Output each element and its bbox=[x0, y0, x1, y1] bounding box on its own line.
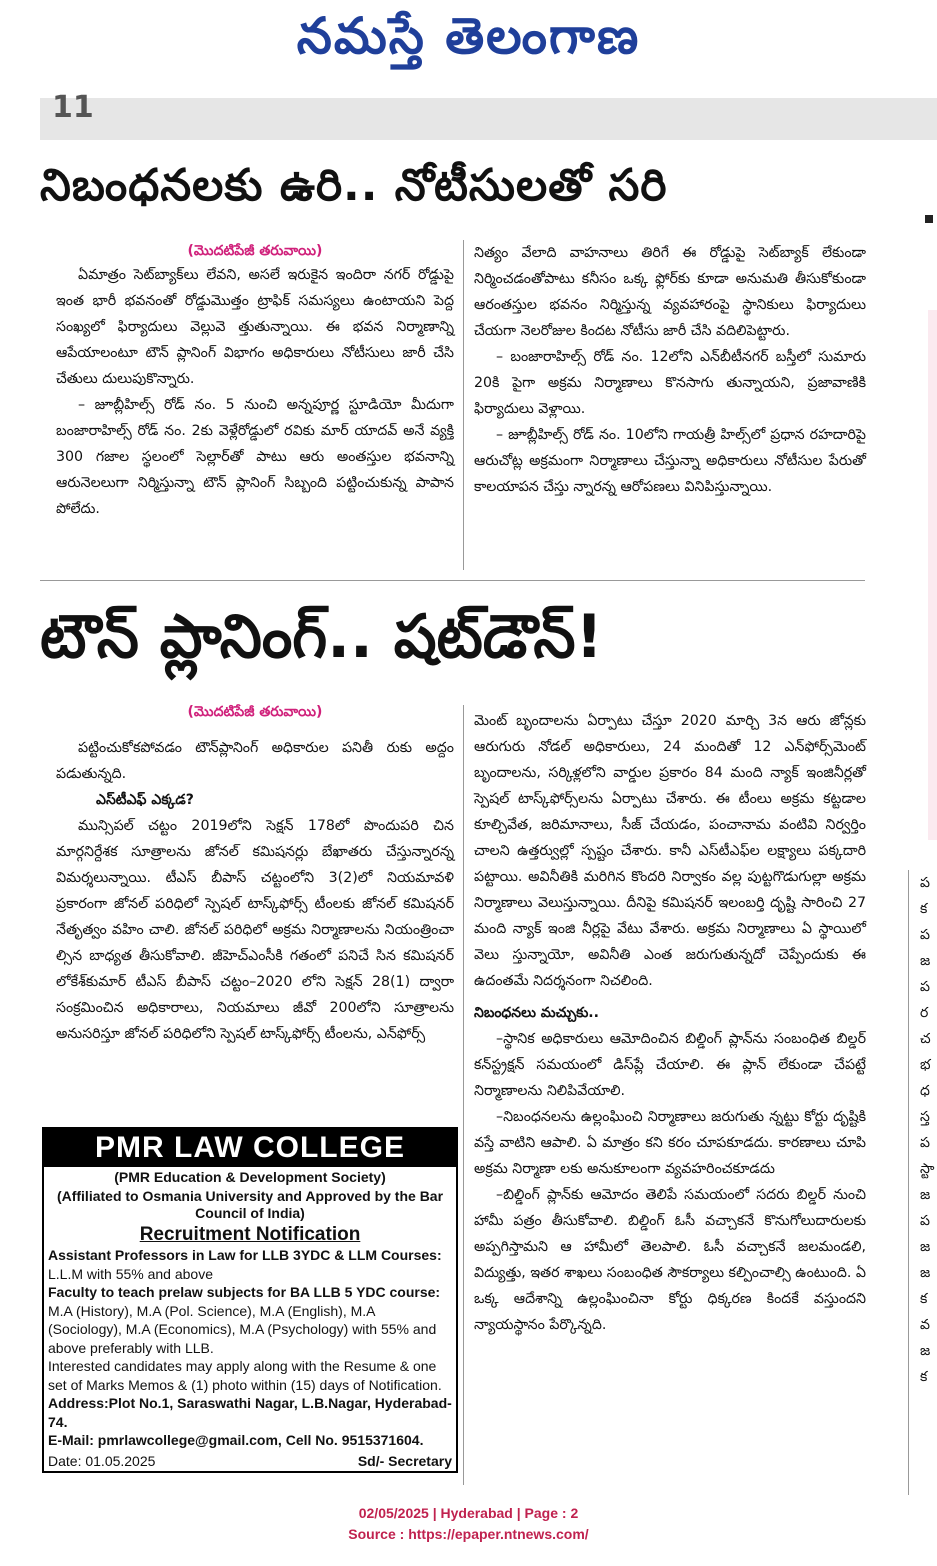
footer-source-line: Source : https://epaper.ntnews.com/ bbox=[348, 1526, 589, 1542]
edge-char: జ bbox=[920, 1187, 931, 1203]
section-divider bbox=[40, 580, 865, 581]
edge-char: ప bbox=[920, 927, 930, 943]
ad-title: PMR LAW COLLEGE bbox=[44, 1129, 456, 1167]
article1-right-column bbox=[474, 240, 866, 500]
column-divider bbox=[463, 240, 464, 570]
ad-req2-text: M.A (History), M.A (Pol. Science), M.A (English), M.A (Sociology), M.A (Economics), M.A (Psychology) with 55% and above preferably with LLB. bbox=[48, 1302, 437, 1356]
edge-char: జ bbox=[920, 953, 931, 969]
column-divider bbox=[463, 705, 464, 1485]
page-top-bar bbox=[40, 90, 937, 140]
rule-item: –నిబంధనలను ఉల్లంఘించి నిర్మాణాలు జరుగుతు న్నట్టు కోర్టు దృష్టికి వస్తే వాటిని ఆపాలి. ఏ మాత్రం కని కరం చూపకూడదు. కారణాలు చూపి అక్రమ నిర్మాణా లకు అనుకూలంగా వ్యవహరించకూడదు bbox=[474, 1109, 866, 1177]
edge-char: స్టా bbox=[920, 1161, 935, 1177]
article1-left-para: ఏమాత్రం సెట్‌బ్యాక్‌లు లేవని, అసలే ఇరుకైన ఇందిరా నగర్ రోడ్డుపై ఇంత భారీ భవనంతో రోడ్డుమొత్తం ట్రాఫిక్ సమస్యలు ఉంటాయని పెద్ద సంఖ్యలో ఫిర్యాదులు వెల్లువె త్తుతున్నాయి. ఈ భవన నిర్మాణాన్ని ఆపేయాలంటూ టౌన్ ప్లానింగ్ విభాగం అధికారులు నోటీసులు జారీ చేసి చేతులు దులుపుకొన్నారు. bbox=[56, 267, 454, 387]
ad-req2-head: Faculty to teach prelaw subjects for BA LLB 5 YDC course: bbox=[48, 1284, 441, 1300]
edge-char: చ bbox=[920, 1031, 931, 1047]
edge-char: ప bbox=[920, 1213, 930, 1229]
edge-char: ప bbox=[920, 979, 930, 995]
edge-char: ప bbox=[920, 875, 930, 891]
pmr-law-college-ad bbox=[42, 1127, 458, 1473]
rule-item: –బిల్డింగ్ ప్లాన్‌కు ఆమోదం తెలిపే సమయంలో సదరు బిల్డర్ నుంచి హామీ పత్రం తీసుకోవాలి. బిల్డింగ్ ఓసీ వచ్చాకనే కొనుగోలుదారులకు అప్పగిస్తామని ఆ హామీలో తెలపాలి. ఓసీ వచ్చాకనే జలమండలి, విద్యుత్తు, ఇతర శాఖలు సంబంధిత సౌకర్యాలు కల్పించాల్సి ఉంటుంది. ఏ ఒక్క ఆదేశాన్ని ఉల్లంఘించినా కోర్టు ధిక్కరణ కిందకే వస్తుందని న్యాయస్థానం పేర్కొన్నది. bbox=[474, 1187, 866, 1333]
article2-intro: పట్టించుకోకపోవడం టౌన్‌ప్లానింగ్ అధికారుల పనితీ రుకు అద్దం పడుతున్నది. bbox=[56, 740, 454, 782]
ad-society: (PMR Education & Development Society) bbox=[114, 1169, 386, 1185]
edge-char: క bbox=[920, 1291, 928, 1307]
article2-subhead-stf: ఎస్‌టీఎఫ్ ఎక్కడ? bbox=[96, 792, 194, 808]
article1-right-para: – జూబ్లీహిల్స్ రోడ్ నం. 10లోని గాయత్రీ హిల్స్‌లో ప్రధాన రహదారిపై ఆరుచోట్ల అక్రమంగా నిర్మాణాలు చేస్తున్నా అధికారులు నోటీసుల పేరుతో కాలయాపన చేస్తు న్నారన్న ఆరోపణలు వినిపిస్తున్నాయి. bbox=[474, 427, 866, 495]
article1-left-para: – జూబ్లీహిల్స్ రోడ్ నం. 5 నుంచి అన్నపూర్ణ స్టూడియో మీదుగా బంజారాహిల్స్ రోడ్ నం. 2కు వెళ్లేరోడ్డులో రవికు మార్ యాదవ్ అనే వ్యక్తి 300 గజాల స్థలంలో సెల్లార్‌తో పాటు ఆరు అంతస్తుల భవనాన్ని ఆరునెలలుగా నిర్మిస్తున్నా టౌన్ ప్లానింగ్ సిబ్బంది పట్టించుకున్న పాపాన పోలేదు. bbox=[56, 397, 454, 517]
ad-contact: E-Mail: pmrlawcollege@gmail.com, Cell No. 9515371604. bbox=[48, 1432, 424, 1448]
ad-apply: Interested candidates may apply along with the Resume & one set of Marks Memos & (1) photo within (15) days of Notification. bbox=[48, 1358, 442, 1393]
ad-req1-head: Assistant Professors in Law for LLB 3YDC & LLM Courses: bbox=[48, 1247, 442, 1263]
edge-char: ధ bbox=[920, 1083, 930, 1099]
rule-item: –స్థానిక అధికారులు ఆమోదించిన బిల్డింగ్ ప్లాన్‌ను సంబంధిత బిల్డర్ కన్‌స్ట్రక్షన్ సమయంలో డిస్‌ప్లే చేయాలి. ఈ ప్లాన్ లేకుండా చేపట్టే నిర్మాణాలను నిలిపివేయాలి. bbox=[474, 1031, 866, 1099]
article2-left-body: మున్సిపల్ చట్టం 2019లోని సెక్షన్ 178లో పొందుపరి చిన మార్గనిర్దేశక సూత్రాలను జోనల్ కమిషనర్లు బేఖాతరు చేస్తున్నారన్న విమర్శలున్నాయి. టీఎస్ బీపాస్ చట్టంలోని 3(2)లో నియమావళి ప్రకారంగా జోనల్ పరిధిలో స్పెషల్ టాస్క్‌ఫోర్స్ టీంలకు జోనల్ కమిషనర్ నేతృత్వం వహిం చాలి. జోనల్ పరిధిలో అక్రమ నిర్మాణాలను నియంత్రించా ల్సిన బాధ్యత తీసుకోవాలి. జీహెచ్‌ఎంసీకి గతంలో పనిచే సిన కమిషనర్ లోకేశ్‌కుమార్ టీఎస్ బీపాస్ చట్టం–2020 లోని సెక్షన్ 28(1) ద్వారా సంక్రమించిన అధికారాలు, నియమాలు జీవో 200లోని సూత్రాలను అనుసరిస్తూ జోనల్ పరిధిలోని స్పెషల్ టాస్క్‌ఫోర్స్ టీంలను, ఎన్‌ఫోర్స్ bbox=[56, 818, 454, 1042]
article2-continued-tag: (మొదటిపేజీ తరువాయి) bbox=[187, 704, 323, 720]
edge-char: క bbox=[920, 901, 928, 917]
article1-continued-tag: (మొదటిపేజీ తరువాయి) bbox=[187, 243, 323, 259]
adjacent-column-strip bbox=[928, 310, 937, 840]
ad-notification: Recruitment Notification bbox=[139, 1224, 361, 1245]
page-number-fragment: 11 bbox=[52, 90, 94, 125]
article2-headline: టౌన్ ప్లానింగ్.. షట్‌డౌన్! bbox=[40, 602, 603, 672]
ad-date: Date: 01.05.2025 bbox=[48, 1453, 156, 1469]
edge-char: జ bbox=[920, 1239, 931, 1255]
article1-headline: నిబంధనలకు ఉరి.. నోటీసులతో సరి bbox=[40, 160, 668, 211]
column-divider bbox=[908, 870, 909, 1495]
edge-char: ప bbox=[920, 1135, 930, 1151]
article2-left-column bbox=[56, 735, 454, 1047]
edge-char: జ bbox=[920, 1265, 931, 1281]
footer-date-line: 02/05/2025 | Hyderabad | Page : 2 bbox=[358, 1505, 579, 1521]
ad-address: Address:Plot No.1, Saraswathi Nagar, L.B.Nagar, Hyderabad-74. bbox=[48, 1395, 452, 1430]
article1-left-column bbox=[56, 262, 454, 522]
newspaper-logo: నమస్తే తెలంగాణ bbox=[296, 6, 641, 65]
article2-subhead-rules: నిబంధనలు మచ్చుకు.. bbox=[474, 1005, 599, 1021]
edge-char: వ bbox=[920, 1317, 930, 1333]
article2-right-body: మెంట్ బృందాలను ఏర్పాటు చేస్తూ 2020 మార్చి 3న ఆరు జోన్లకు ఆరుగురు నోడల్ అధికారులు, 24 మందితో 12 ఎన్‌ఫోర్స్‌మెంట్ బృందాలను, సర్కిళ్లలోని వార్డుల ప్రకారం 84 మంది న్యాక్ ఇంజినీర్లతో స్పెషల్ టాస్క్‌ఫోర్స్‌లను ఏర్పాటు చేశారు. ఈ టీంలు అక్రమ కట్టడాల కూల్చివేత, జరిమానాలు, సీజ్ చేయడం, పంచానామ వంటివి నిర్వర్తిం చాలని ఉత్తర్వుల్లో స్పష్టం చేశారు. కానీ ఎస్‌టీఎఫ్‌ల లక్ష్యాలు పక్కదారి పట్టాయి. అవినీతికి మరిగిన కొందరి నిర్వాకం వల్ల పుట్టగొడుగుల్లా అక్రమ నిర్మాణాలు వెలుస్తున్నాయి. దీనిపై కమిషనర్ ఇలంబర్తి దృష్టి సారించి 27 మంది న్యాక్ ఇంజి నీర్లపై వేటు వేశారు. అక్రమ నిర్మాణాలు ఏ స్థాయిలో వెలు స్తున్నాయో, అవినీతి ఎంత జరుగుతున్నదో చెప్పేందుకు ఈ ఉదంతమే నిదర్శనంగా నిచలింది. bbox=[474, 713, 866, 989]
ad-signature: Sd/- Secretary bbox=[357, 1453, 452, 1469]
edge-char: ర bbox=[920, 1005, 929, 1021]
article1-right-para: – బంజారాహిల్స్ రోడ్ నం. 12లోని ఎన్‌బీటీనగర్ బస్తీలో సుమారు 20కి పైగా అక్రమ నిర్మాణాలు కొనసాగు తున్నాయని, ప్రజావాణికి ఫిర్యాదులు వెళ్లాయి. bbox=[474, 349, 866, 417]
ad-req1-text: L.L.M with 55% and above bbox=[48, 1265, 213, 1282]
ad-footer bbox=[48, 1453, 452, 1469]
ad-affiliation: (Affiliated to Osmania University and Approved by the Bar Council of India) bbox=[56, 1188, 444, 1221]
adjacent-column-text bbox=[920, 870, 937, 1390]
edge-char: భ bbox=[920, 1057, 931, 1073]
article2-right-column bbox=[474, 708, 866, 1338]
masthead bbox=[0, 0, 937, 90]
edge-char: క bbox=[920, 1369, 928, 1385]
article1-right-para: నిత్యం వేలాది వాహనాలు తిరిగే ఈ రోడ్డుపై సెట్‌బ్యాక్ లేకుండా నిర్మించడంతోపాటు కనీసం ఒక్క ఫ్లోర్‌కు కూడా అనుమతి తీసుకోకుండా ఆరంతస్తుల భవనం నిర్మిస్తున్న వ్యవహారంపై స్థానికులు ఫిర్యాదులు చేయగా నెలరోజుల కిందట నోటీసు జారీ చేసి వదిలిపెట్టారు. bbox=[474, 245, 866, 339]
edge-char: స్త bbox=[920, 1109, 930, 1125]
adjacent-headline-fragment bbox=[925, 215, 933, 223]
edge-char: జ bbox=[920, 1343, 931, 1359]
ad-body bbox=[44, 1246, 456, 1450]
